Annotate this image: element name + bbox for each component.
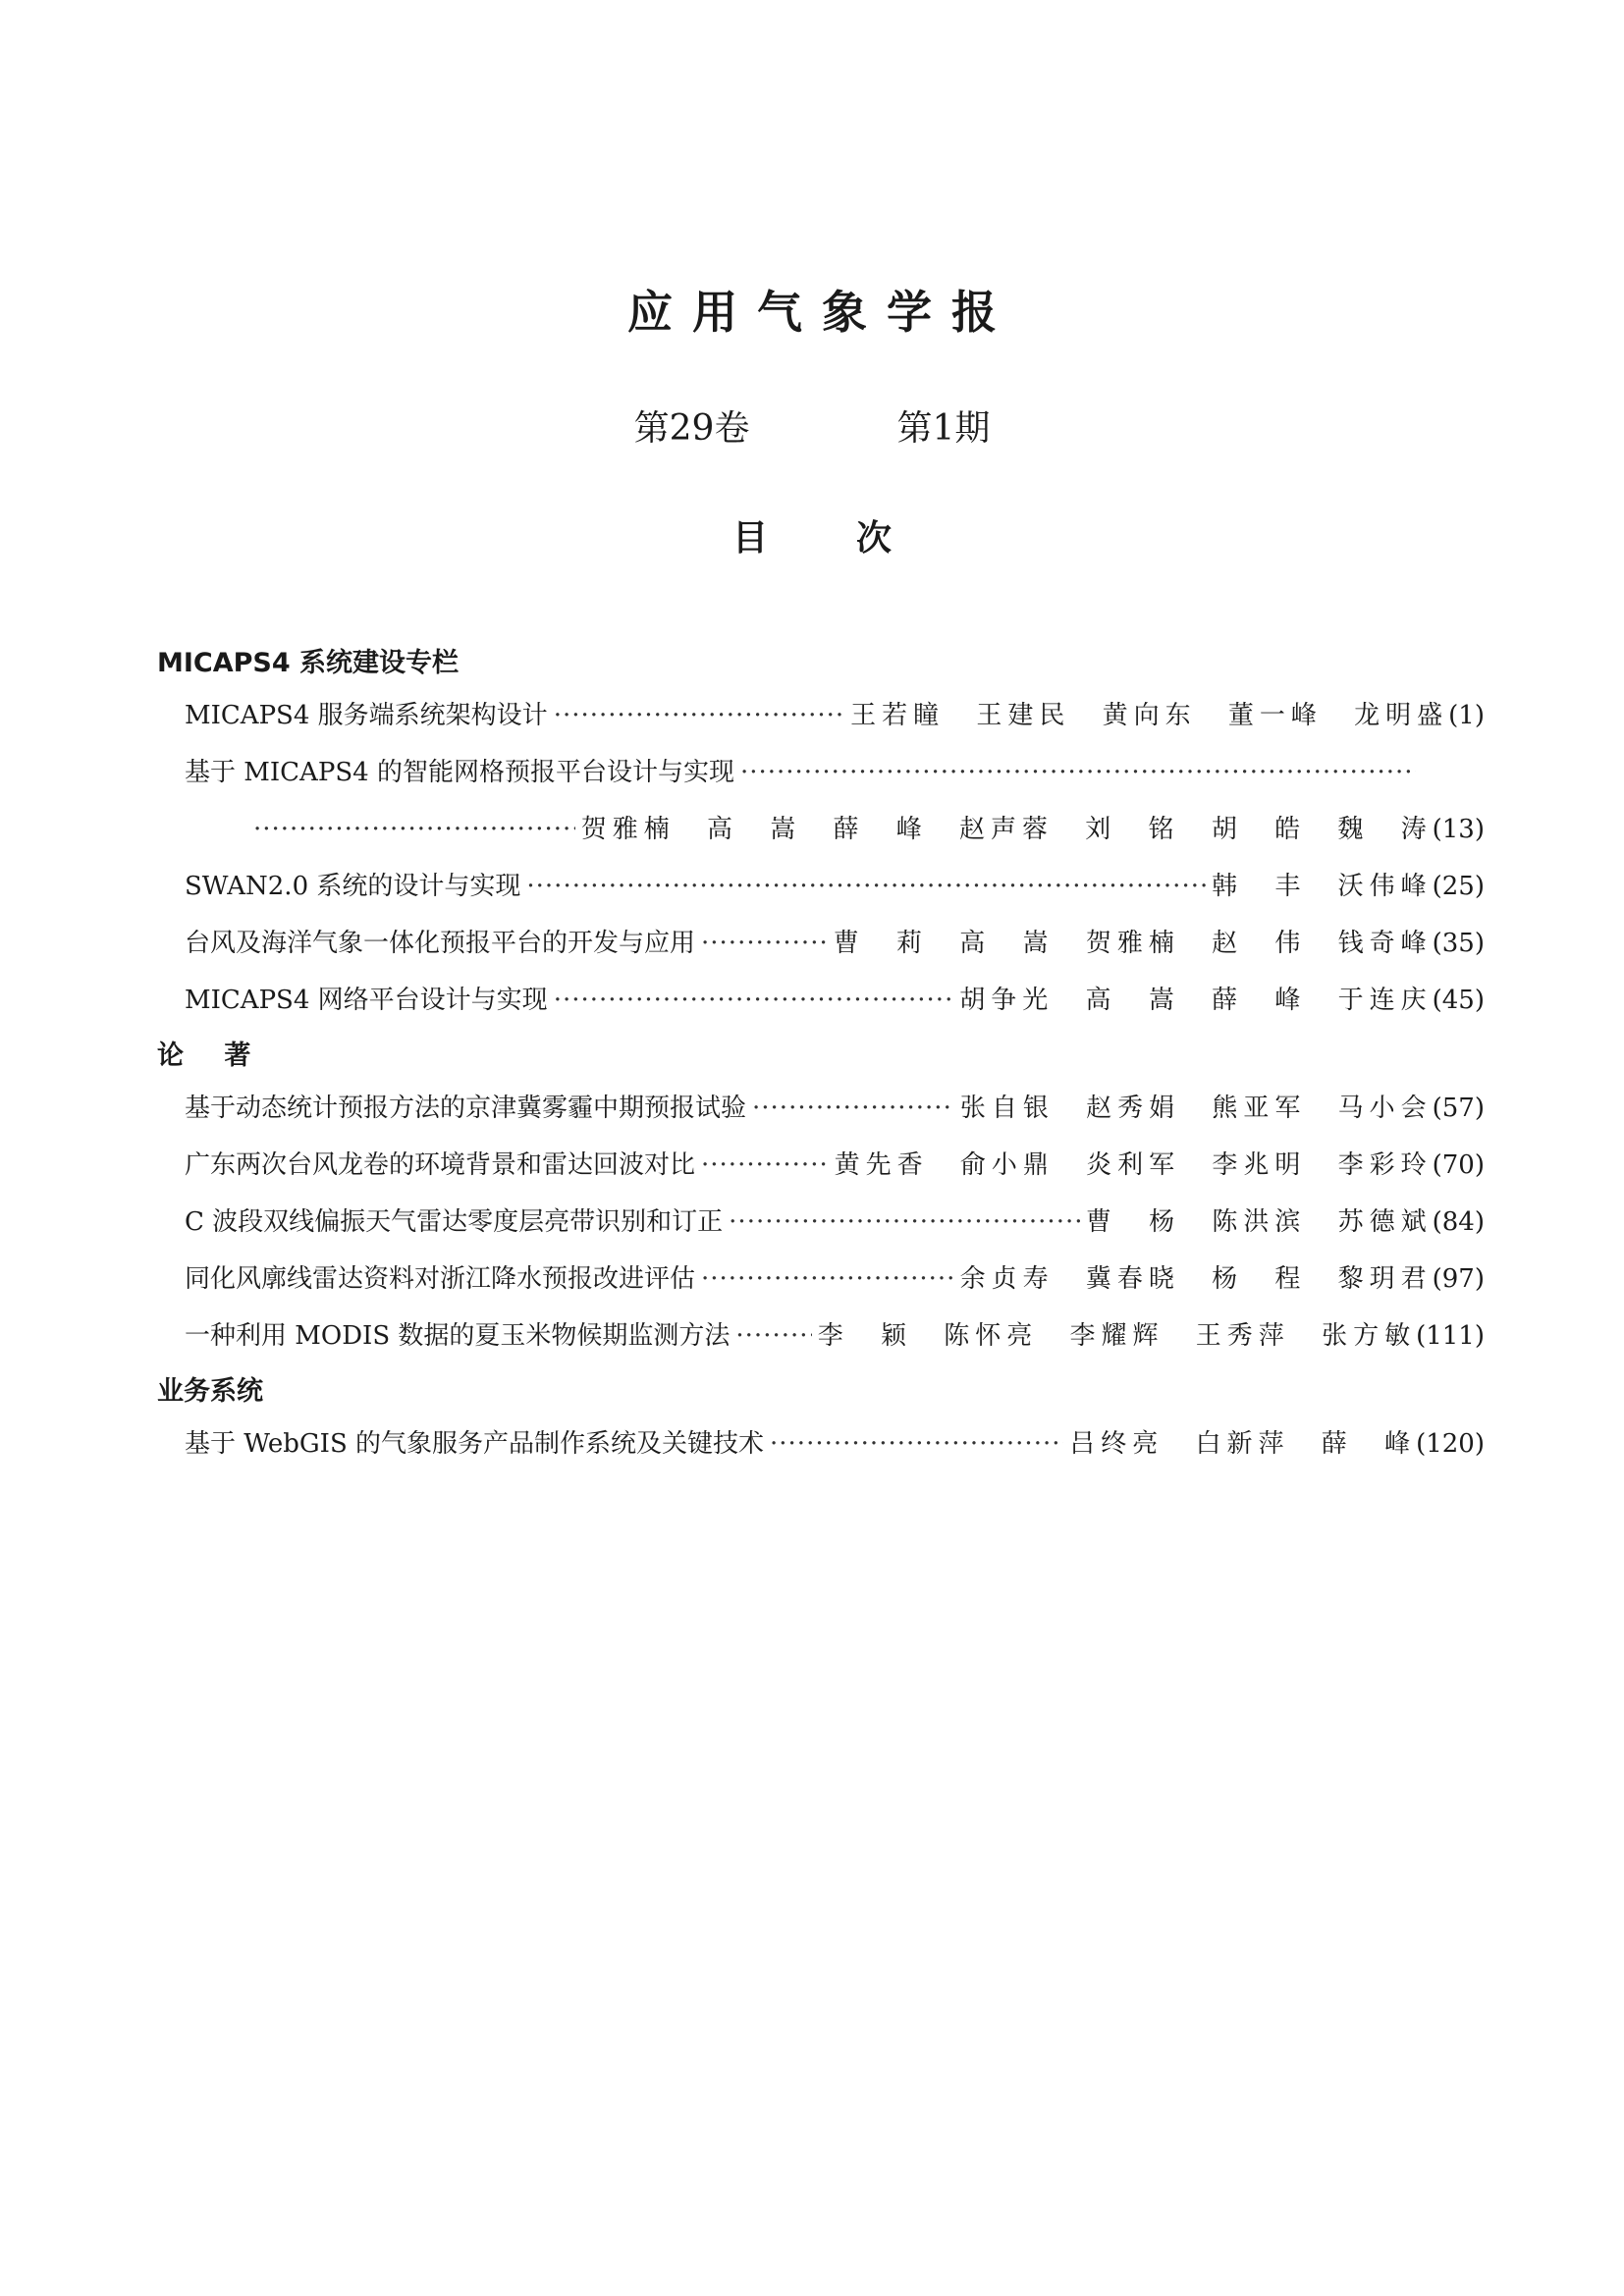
dot-leader	[740, 744, 1416, 801]
entry-authors: 贺雅楠 高 嵩 薛 峰 赵声蓉 刘 铭 胡 皓 魏 涛	[580, 815, 1433, 844]
entry-page: (13)	[1432, 815, 1485, 844]
entry-authors: 黄先香 俞小鼎 炎利军 李兆明 李彩玲	[834, 1150, 1433, 1180]
entry-title: 广东两次台风龙卷的环境背景和雷达回波对比	[185, 1150, 696, 1180]
entry-page: (111)	[1416, 1321, 1485, 1351]
entry-page: (97)	[1432, 1264, 1485, 1294]
entry-page: (35)	[1432, 929, 1485, 958]
toc-entry	[157, 1308, 1485, 1364]
issue-label: 第1期	[896, 408, 991, 449]
section-title-micaps4: MICAPS4 系统建设专栏	[157, 648, 460, 678]
toc-entry	[157, 1137, 1485, 1194]
toc-entry	[157, 915, 1485, 972]
dot-leader	[701, 1137, 829, 1194]
entry-page: (57)	[1432, 1094, 1485, 1123]
entry-title: MICAPS4 服务端系统架构设计	[185, 701, 548, 730]
entry-title: 同化风廓线雷达资料对浙江降水预报改进评估	[185, 1264, 696, 1294]
table-of-contents	[157, 636, 1485, 1472]
entry-title: 一种利用 MODIS 数据的夏玉米物候期监测方法	[185, 1321, 731, 1351]
toc-entry	[157, 858, 1485, 915]
toc-heading: 目次	[731, 518, 980, 559]
entry-page: (70)	[1432, 1150, 1485, 1180]
entry-title: MICAPS4 网络平台设计与实现	[185, 986, 548, 1015]
entry-title: 基于 WebGIS 的气象服务产品制作系统及关键技术	[185, 1429, 765, 1459]
toc-entry-continuation	[157, 801, 1485, 858]
toc-entry	[157, 1194, 1485, 1251]
entry-authors: 王若瞳 王建民 黄向东 董一峰 龙明盛	[850, 701, 1449, 730]
volume-issue-line	[0, 400, 1624, 451]
entry-authors: 余贞寿 冀春晓 杨 程 黎玥君	[959, 1264, 1433, 1294]
dot-leader	[701, 915, 828, 972]
toc-entry	[157, 1251, 1485, 1308]
dot-leader	[752, 1080, 954, 1137]
journal-title: 应用气象学报	[627, 286, 1016, 339]
toc-entry	[157, 1415, 1485, 1472]
entry-authors: 张自银 赵秀娟 熊亚军 马小会	[959, 1094, 1433, 1123]
dot-leader	[770, 1415, 1063, 1472]
entry-title: 基于动态统计预报方法的京津冀雾霾中期预报试验	[185, 1094, 747, 1123]
entry-title: 基于 MICAPS4 的智能网格预报平台设计与实现	[185, 758, 734, 787]
dot-leader	[526, 858, 1206, 915]
toc-entry	[157, 972, 1485, 1029]
dot-leader	[253, 801, 575, 858]
entry-authors: 胡争光 高 嵩 薛 峰 于连庆	[959, 986, 1433, 1015]
dot-leader	[554, 687, 844, 744]
toc-entry	[157, 687, 1485, 744]
dot-leader	[554, 972, 954, 1029]
entry-page: (25)	[1432, 872, 1485, 901]
entry-authors: 曹 莉 高 嵩 贺雅楠 赵 伟 钱奇峰	[833, 929, 1433, 958]
dot-leader	[729, 1194, 1080, 1251]
entry-authors: 李 颖 陈怀亮 李耀辉 王秀萍 张方敏	[817, 1321, 1417, 1351]
entry-authors: 韩 丰 沃伟峰	[1212, 872, 1433, 901]
entry-page: (84)	[1432, 1207, 1485, 1237]
section-title-operational-systems: 业务系统	[157, 1376, 263, 1407]
toc-entry	[157, 1080, 1485, 1137]
dot-leader	[701, 1251, 954, 1308]
entry-title: 台风及海洋气象一体化预报平台的开发与应用	[185, 929, 696, 958]
toc-entry	[157, 744, 1485, 801]
section-title-articles: 论 著	[157, 1041, 267, 1071]
volume-label: 第29卷	[633, 408, 750, 449]
entry-authors: 曹 杨 陈洪滨 苏德斌	[1085, 1207, 1433, 1237]
entry-page: (45)	[1432, 986, 1485, 1015]
entry-page: (1)	[1448, 701, 1485, 730]
entry-title: C 波段双线偏振天气雷达零度层亮带识别和订正	[185, 1207, 724, 1237]
dot-leader	[735, 1308, 811, 1364]
entry-title: SWAN2.0 系统的设计与实现	[185, 872, 521, 901]
entry-page: (120)	[1416, 1429, 1485, 1459]
entry-authors: 吕终亮 白新萍 薛 峰	[1069, 1429, 1417, 1459]
